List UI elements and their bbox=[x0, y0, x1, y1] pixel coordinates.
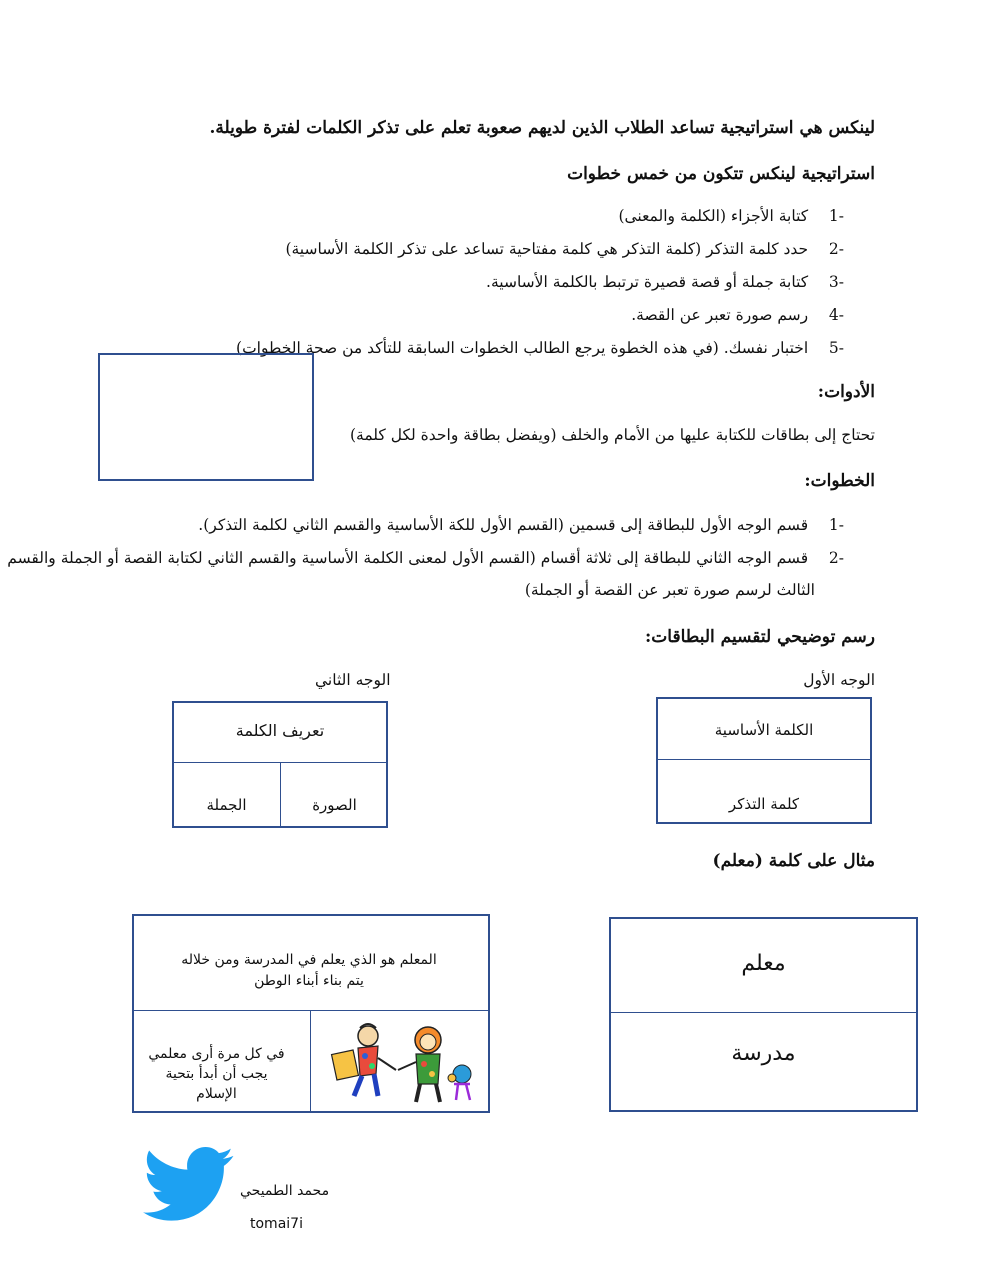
list-item: -4 رسم صورة تعبر عن القصة. bbox=[631, 306, 844, 324]
example-keyword: مدرسة bbox=[731, 1041, 796, 1066]
list-item: -1 قسم الوجه الأول للبطاقة إلى قسمين (القسم الأول للكة الأساسية والقسم الثاني لكلمة التذكر). bbox=[198, 516, 844, 534]
example-heading: مثال على كلمة (معلم) bbox=[712, 851, 875, 871]
face1-card bbox=[656, 697, 872, 824]
face2-label: الوجه الثاني bbox=[315, 671, 391, 689]
face1-label: الوجه الأول bbox=[803, 671, 875, 689]
face2-card bbox=[172, 701, 388, 828]
diagram-heading: رسم توضيحي لتقسيم البطاقات: bbox=[644, 627, 875, 647]
teacher-student-clipart bbox=[330, 1022, 480, 1104]
twitter-handle[interactable]: tomai7i bbox=[250, 1216, 303, 1232]
list-item: -5 اختبار نفسك. (في هذه الخطوة يرجع الطالب الخطوات السابقة للتأكد من صحة الخطوات) bbox=[236, 339, 844, 357]
example-definition: المعلم هو الذي يعلم في المدرسة ومن خلاله يتم بناء أبناء الوطن bbox=[181, 952, 437, 989]
list-item: -3 كتابة جملة أو قصة قصيرة ترتبط بالكلمة الأساسية. bbox=[486, 273, 844, 291]
list-item: -1 كتابة الأجزاء (الكلمة والمعنى) bbox=[618, 207, 844, 225]
face1-top-cell: الكلمة الأساسية bbox=[714, 721, 814, 739]
procedure-heading: الخطوات: bbox=[804, 471, 875, 491]
list-item: -2 حدد كلمة التذكر (كلمة التذكر هي كلمة مفتاحية تساعد على تذكر الكلمة الأساسية) bbox=[285, 240, 844, 258]
face2-left-cell: الجملة bbox=[206, 796, 247, 814]
tools-text: تحتاج إلى بطاقات للكتابة عليها من الأمام والخلف (ويفضل بطاقة واحدة لكل كلمة) bbox=[349, 426, 875, 444]
tools-heading: الأدوات: bbox=[817, 382, 875, 402]
face1-bottom-cell: كلمة التذكر bbox=[728, 795, 800, 813]
list-item: -2 قسم الوجه الثاني للبطاقة إلى ثلاثة أقسام (القسم الأول لمعنى الكلمة الأساسية والقسم الثاني لكتابة القصة أو الجملة والقسم bbox=[7, 549, 844, 567]
example-card-front bbox=[609, 917, 918, 1112]
steps-list bbox=[236, 207, 844, 372]
empty-card-box bbox=[98, 353, 314, 481]
intro-text: لينكس هي استراتيجية تساعد الطلاب الذين لديهم صعوبة تعلم على تذكر الكلمات لفترة طويلة. bbox=[209, 118, 875, 138]
twitter-bird-icon bbox=[143, 1146, 235, 1224]
face2-top-cell: تعريف الكلمة bbox=[235, 721, 325, 740]
face2-right-cell: الصورة bbox=[312, 796, 357, 814]
example-sentence: في كل مرة أرى معلمي يجب أن أبدأ بتحية الإسلام bbox=[148, 1046, 285, 1102]
steps-heading: استراتيجية لينكس تتكون من خمس خطوات bbox=[567, 164, 875, 184]
author-name: محمد الطميحي bbox=[240, 1183, 330, 1199]
list-item-continued: الثالث لرسم صورة تعبر عن القصة أو الجملة) bbox=[524, 581, 815, 599]
example-card-back bbox=[132, 914, 490, 1113]
example-word: معلم bbox=[741, 951, 786, 976]
